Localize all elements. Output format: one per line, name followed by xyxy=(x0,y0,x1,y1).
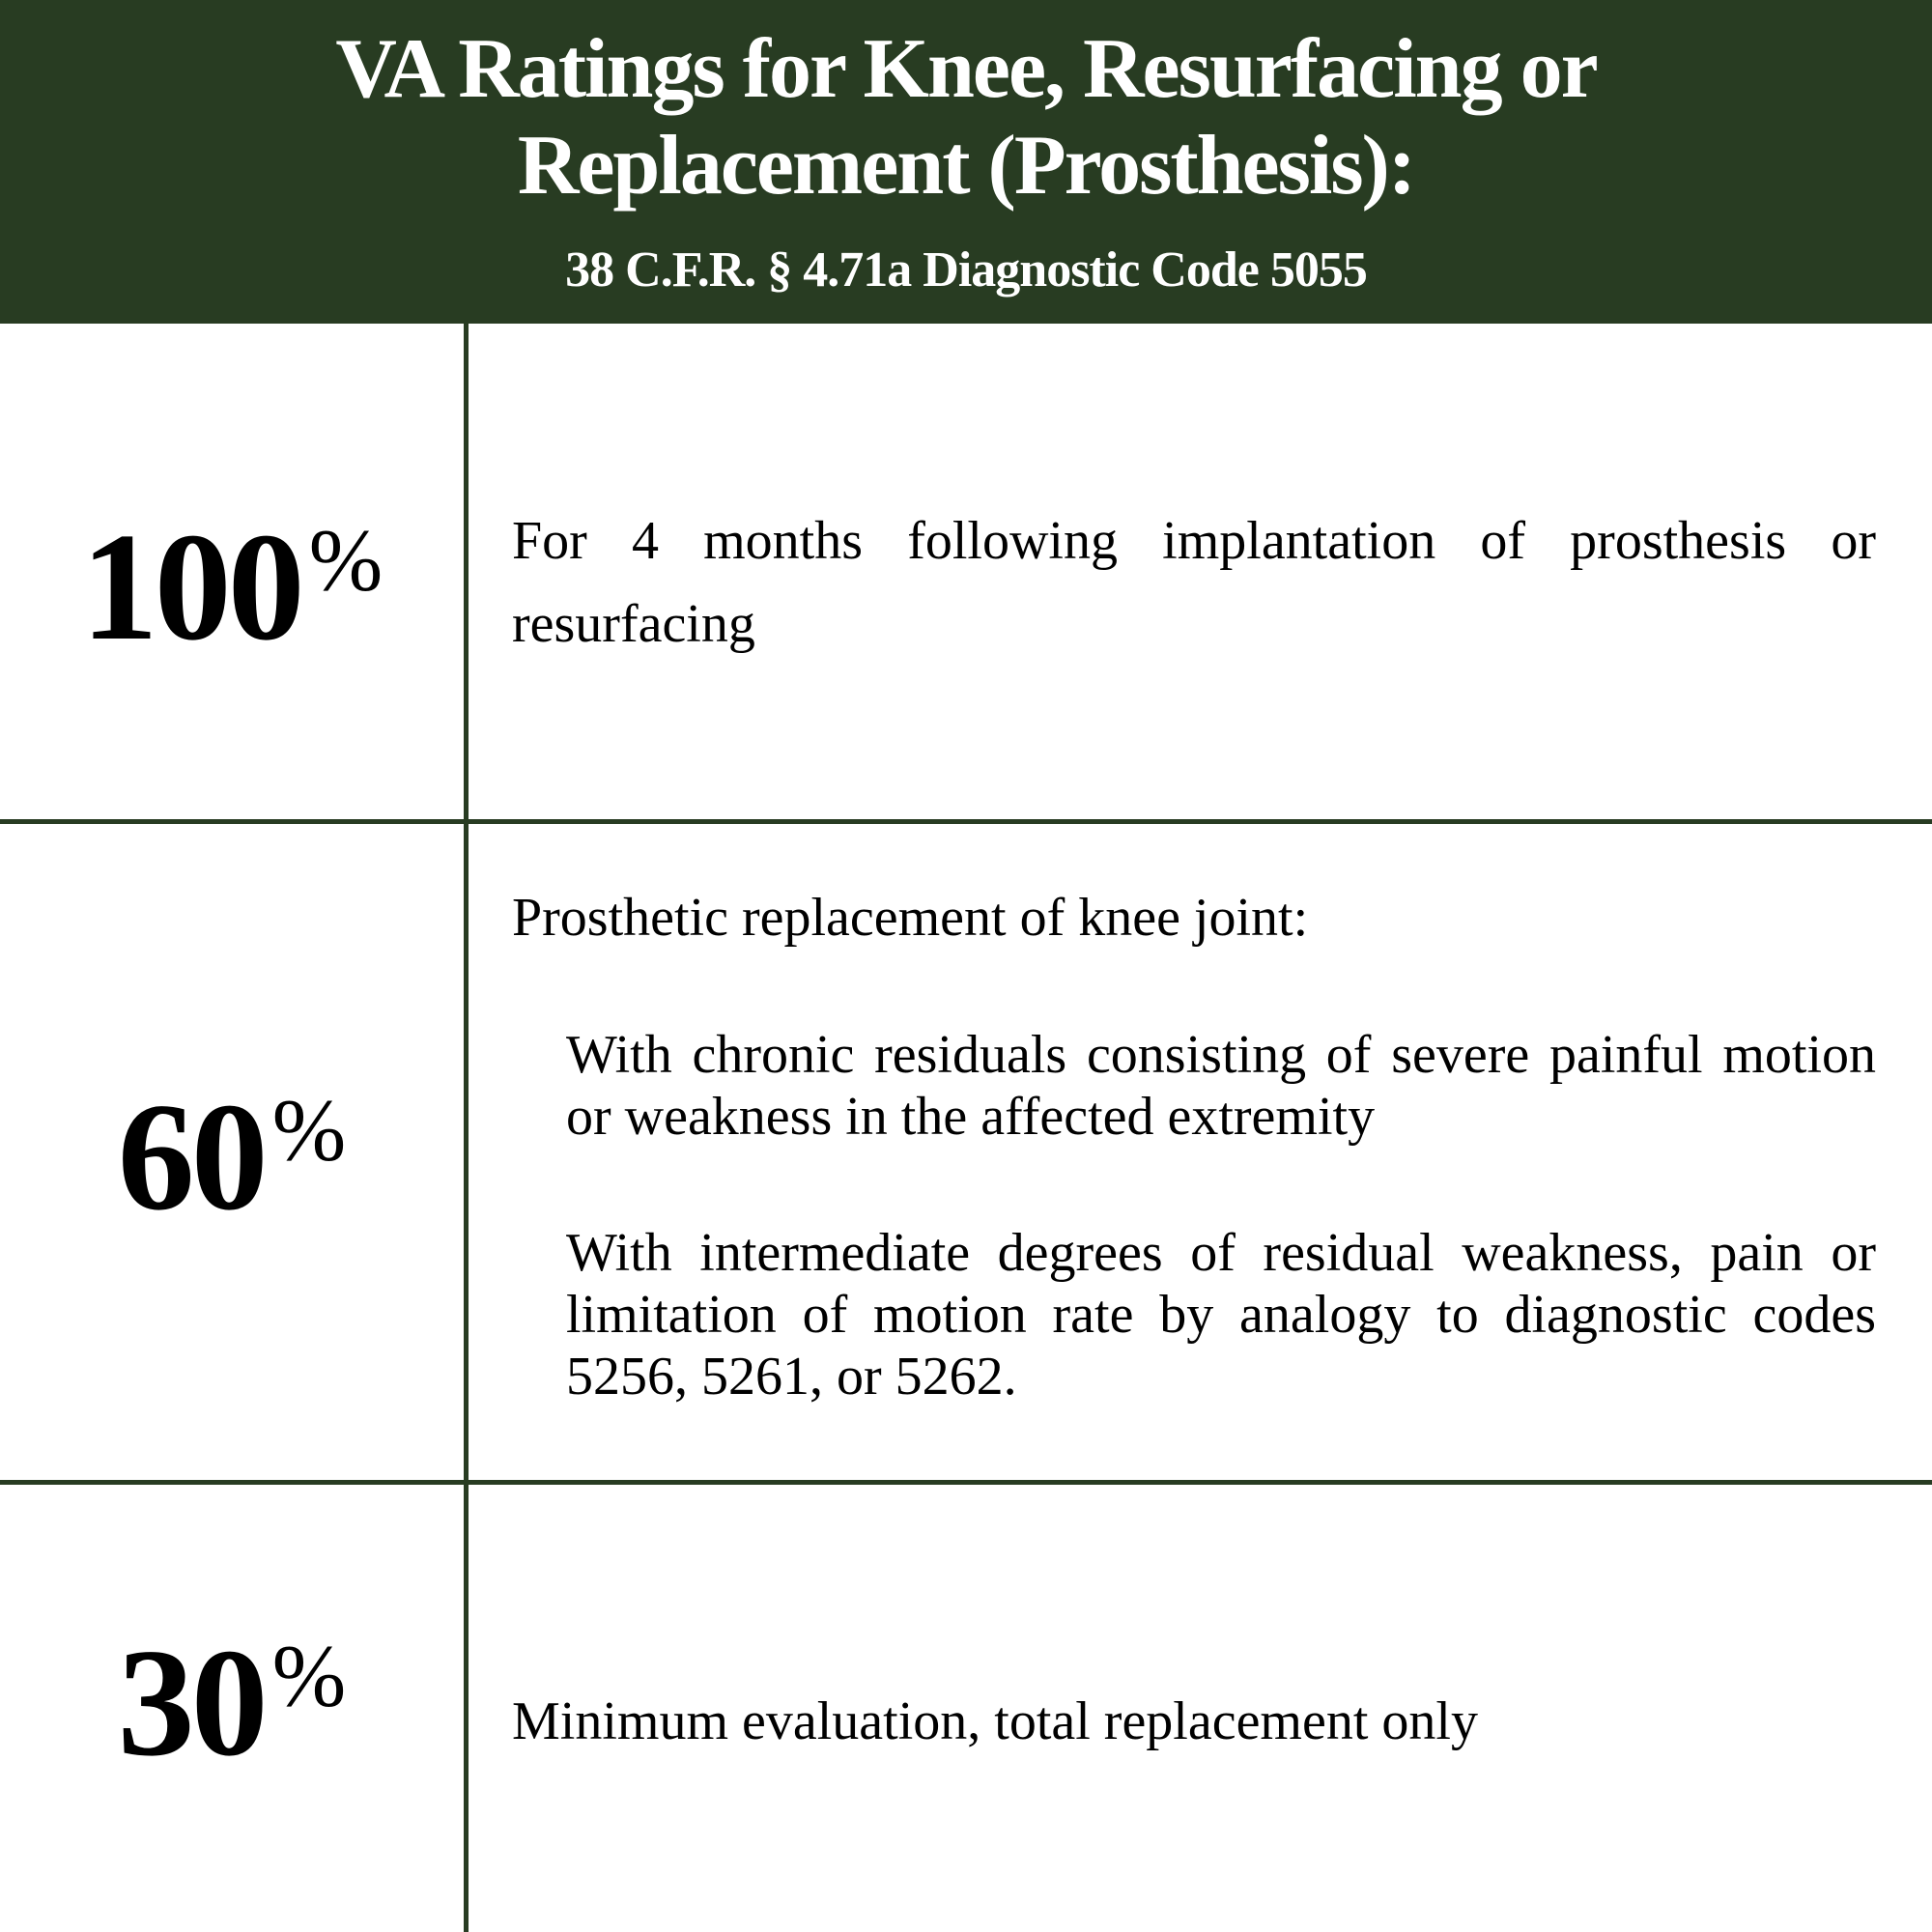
rating-60-item-2: With intermediate degrees of residual weakness, pain or limitation of motion rate by analogy to diagnostic codes 5256, 5261, or 5262. xyxy=(566,1223,1876,1406)
rating-60-intro: Prosthetic replacement of knee joint: xyxy=(512,888,1309,948)
row-divider-2 xyxy=(0,1480,1932,1485)
rating-value: 30 xyxy=(117,1616,265,1788)
header-banner xyxy=(0,0,1932,324)
page-subtitle: 38 C.F.R. § 4.71a Diagnostic Code 5055 xyxy=(565,242,1367,298)
row-divider-1 xyxy=(0,819,1932,824)
rating-unit: % xyxy=(308,511,384,610)
rating-value: 100 xyxy=(80,500,301,672)
page-title xyxy=(0,21,1932,214)
rating-30-description: Minimum evaluation, total replacement only xyxy=(512,1691,1478,1751)
rating-unit: % xyxy=(271,1627,347,1725)
rating-value: 60 xyxy=(117,1070,265,1242)
rating-60-cell xyxy=(0,1067,464,1246)
rating-30-cell xyxy=(0,1613,464,1792)
rating-100-cell xyxy=(0,497,464,676)
column-divider xyxy=(464,324,469,1932)
rating-100-description: For 4 months following implantation of prosthesis or resurfacing xyxy=(512,511,1876,654)
title-line-2: Replacement (Prosthesis): xyxy=(517,119,1415,213)
rating-unit: % xyxy=(271,1081,347,1179)
rating-60-item-1: With chronic residuals consisting of severe painful motion or weakness in the affected extremity xyxy=(566,1025,1876,1147)
title-line-1: VA Ratings for Knee, Resurfacing or xyxy=(335,22,1597,116)
